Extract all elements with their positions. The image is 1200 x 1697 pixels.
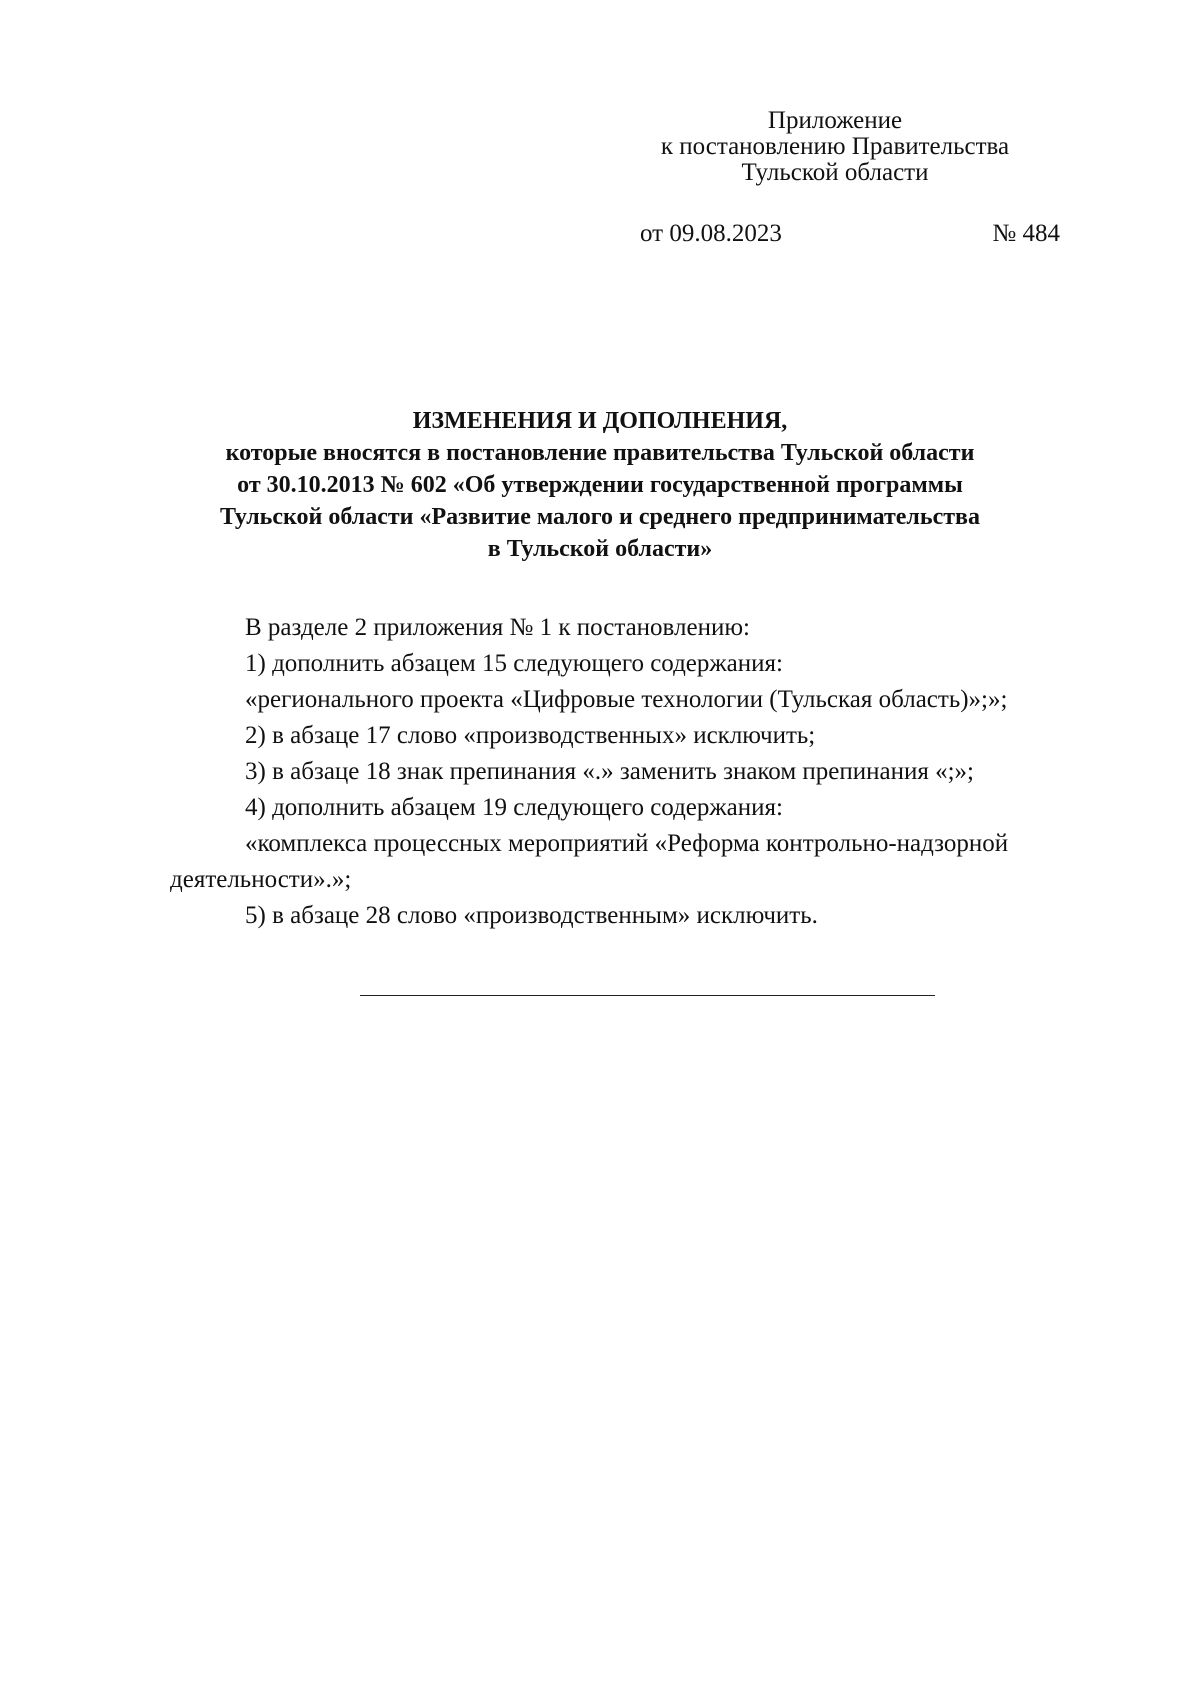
appendix-line-1: Приложение — [767, 107, 903, 134]
item-1: 1) дополнить абзацем 15 следующего содержания: — [245, 650, 783, 677]
title-line-3: от 30.10.2013 № 602 «Об утверждении государственной программы — [237, 472, 963, 498]
document-body — [170, 610, 1120, 934]
item-1-text: «регионального проекта «Цифровые технологии (Тульская область)»;»; — [245, 686, 1008, 713]
intro-paragraph: В разделе 2 приложения № 1 к постановлению: — [245, 614, 750, 641]
decree-date: от 09.08.2023 — [640, 220, 782, 247]
title-line-5: в Тульской области» — [487, 536, 713, 562]
decree-number: № 484 — [992, 220, 1060, 247]
item-3: 3) в абзаце 18 знак препинания «.» заменить знаком препинания «;»; — [245, 758, 975, 785]
title-line-2: которые вносятся в постановление правительства Тульской области — [225, 440, 975, 466]
document-title — [150, 405, 1050, 565]
title-line-4: Тульской области «Развитие малого и среднего предпринимательства — [220, 504, 980, 530]
item-2: 2) в абзаце 17 слово «производственных» исключить; — [245, 722, 816, 749]
appendix-line-3: Тульской области — [741, 159, 929, 186]
appendix-line-2: к постановлению Правительства — [660, 133, 1010, 160]
item-4-text: «комплекса процессных мероприятий «Реформа контрольно-надзорной — [245, 830, 1009, 857]
title-line-1: ИЗМЕНЕНИЯ И ДОПОЛНЕНИЯ, — [412, 408, 788, 434]
item-4-text-continuation: деятельности».»; — [170, 866, 352, 893]
closing-separator-line — [360, 995, 935, 996]
item-4: 4) дополнить абзацем 19 следующего содержания: — [245, 794, 783, 821]
item-5: 5) в абзаце 28 слово «производственным» исключить. — [245, 902, 818, 929]
appendix-header — [600, 108, 1070, 186]
